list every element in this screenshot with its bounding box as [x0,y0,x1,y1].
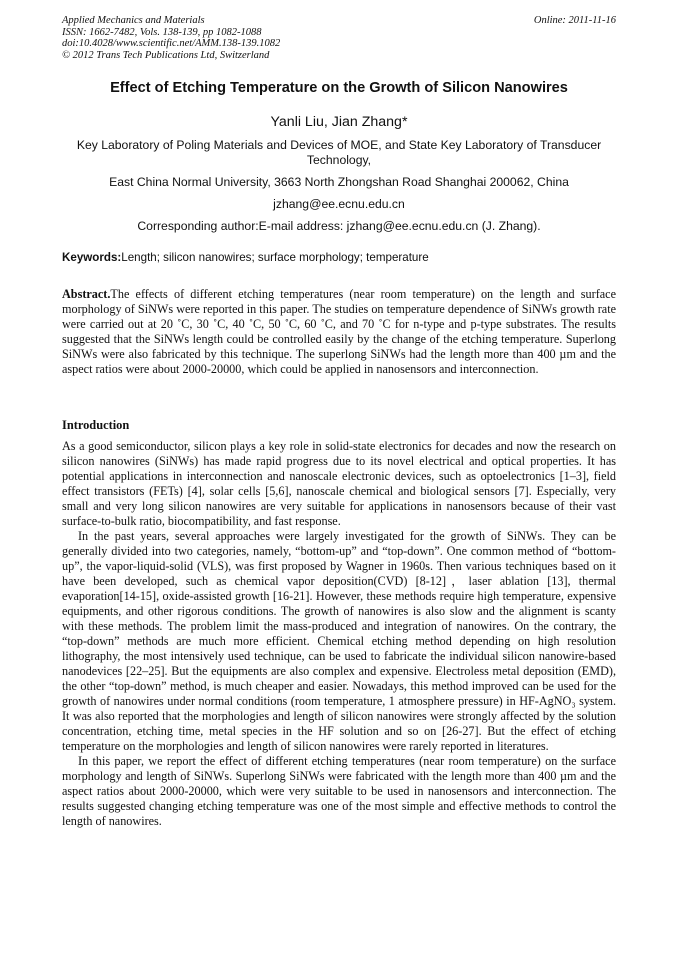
abstract-label: Abstract. [62,287,111,301]
abstract-text: The effects of different etching temperatures (near room temperature) on the length and surface morphology of SiNWs were reported in this paper. The studies on temperature dependence of SiNWs growth rate were carried out at 20 ˚C, 30 ˚C, 40 ˚C, 50 ˚C, 60 ˚C, and 70 ˚C for n-type and p-type substrates. The results suggested that the SiNWs length could be controlled easily by the change of the etching temperature. Superlong SiNWs were also fabricated by this technique. The superlong SiNWs had the length more than 400 µm and the aspect ratios were about 2000-20000, which could be applied in nanosensors and interconnection. [62,287,616,376]
copyright-line: © 2012 Trans Tech Publications Ltd, Switzerland [62,49,270,61]
doi-line: doi:10.4028/www.scientific.net/AMM.138-139.1082 [62,38,281,50]
introduction-body [62,439,616,829]
online-date: Online: 2011-11-16 [533,15,616,26]
journal-name: Applied Mechanics and Materials [62,15,205,26]
keywords-text: Length; silicon nanowires; surface morphology; temperature [121,251,429,264]
affiliation-2: East China Normal University, 3663 North Zhongshan Road Shanghai 200062, China [109,175,569,189]
intro-paragraph-1: As a good semiconductor, silicon plays a key role in solid-state electronics for decades and now the research on silicon nanowires (SiNWs) has made rapid progress due to its novel electrical and optical properties. It has potential applications in interconnection and nanoscale electronic devices, such as optoelectronics [1–3], field effect transistors (FETs) [4], solar cells [5,6], nanoscale chemical and biological sensors [7]. Especially, very small and very long silicon nanowires are very suitable for applications in nanosensors because of their vast surface-to-bulk ratio, biocompatibility, and fast response. [62,439,616,528]
intro-paragraph-3: In this paper, we report the effect of different etching temperatures (near room temperature) on the surface morphology and length of SiNWs. Superlong SiNWs were fabricated with the length more than 400 µm and the aspect ratios about 2000-20000, which were very suitable to be used in nanosensors and interconnection. The results suggested changing etching temperature was one of the most simple and effective methods to control the length of nanowires. [62,754,616,828]
keywords [62,251,616,264]
keywords-label: Keywords: [62,251,122,264]
author-email[interactable]: jzhang@ee.ecnu.edu.cn [273,197,405,211]
paper-title: Effect of Etching Temperature on the Growth of Silicon Nanowires [110,80,568,96]
issn-line: ISSN: 1662-7482, Vols. 138-139, pp 1082-1088 [62,26,262,38]
corresponding-author: Corresponding author:E-mail address: jzhang@ee.ecnu.edu.cn (J. Zhang). [137,219,541,233]
abstract [62,287,616,377]
journal-header [62,15,616,61]
authors: Yanli Liu, Jian Zhang* [270,114,408,130]
intro-paragraph-2: In the past years, several approaches were largely investigated for the growth of SiNWs. They can be generally divided into two categories, namely, “bottom-up” and “top-down”. One common method of “bottom-up”, the vapor-liquid-solid (VLS), was first proposed by Wagner in 1960s. Then various techniques based on it have been developed, such as chemical vapor deposition(CVD) [8-12]，laser ablation [13], thermal evaporation[14-15], oxide-assisted growth [16-21]. However, these methods require high temperature, expensive equipments, and other rigorous conditions. The growth of nanowires is also slow and the alignment is scanty with these methods. The problem limit the mass-produced and integration of nanowires. On the contrary, the “top-down” methods are much more efficient. Chemical etching method depending on high resolution lithography, the most intensively used technique, can be used to fabricate the individual silicon nanowire-based nanodevices [22–25]. But the equipments are also complex and expensive. Electroless metal deposition (EMD), the other “top-down” method, is much cheaper and easier. Nowadays, this method improved can be used for the growth of nanowires under normal conditions (room temperature, 1 atmosphere pressure) in HF-AgNO₃ system. It was also reported that the morphologies and length of silicon nanowires were strongly affected by the solution concentration, etching time, metal species in the HF solution and so on [26-27]. But the effect of etching temperature on the morphologies and length of silicon nanowires were rarely reported in literatures. [62,529,616,753]
affiliation-1: Key Laboratory of Poling Materials and Devices of MOE, and State Key Laboratory of Transducer Technology, [76,138,602,167]
section-heading-introduction: Introduction [62,418,130,432]
